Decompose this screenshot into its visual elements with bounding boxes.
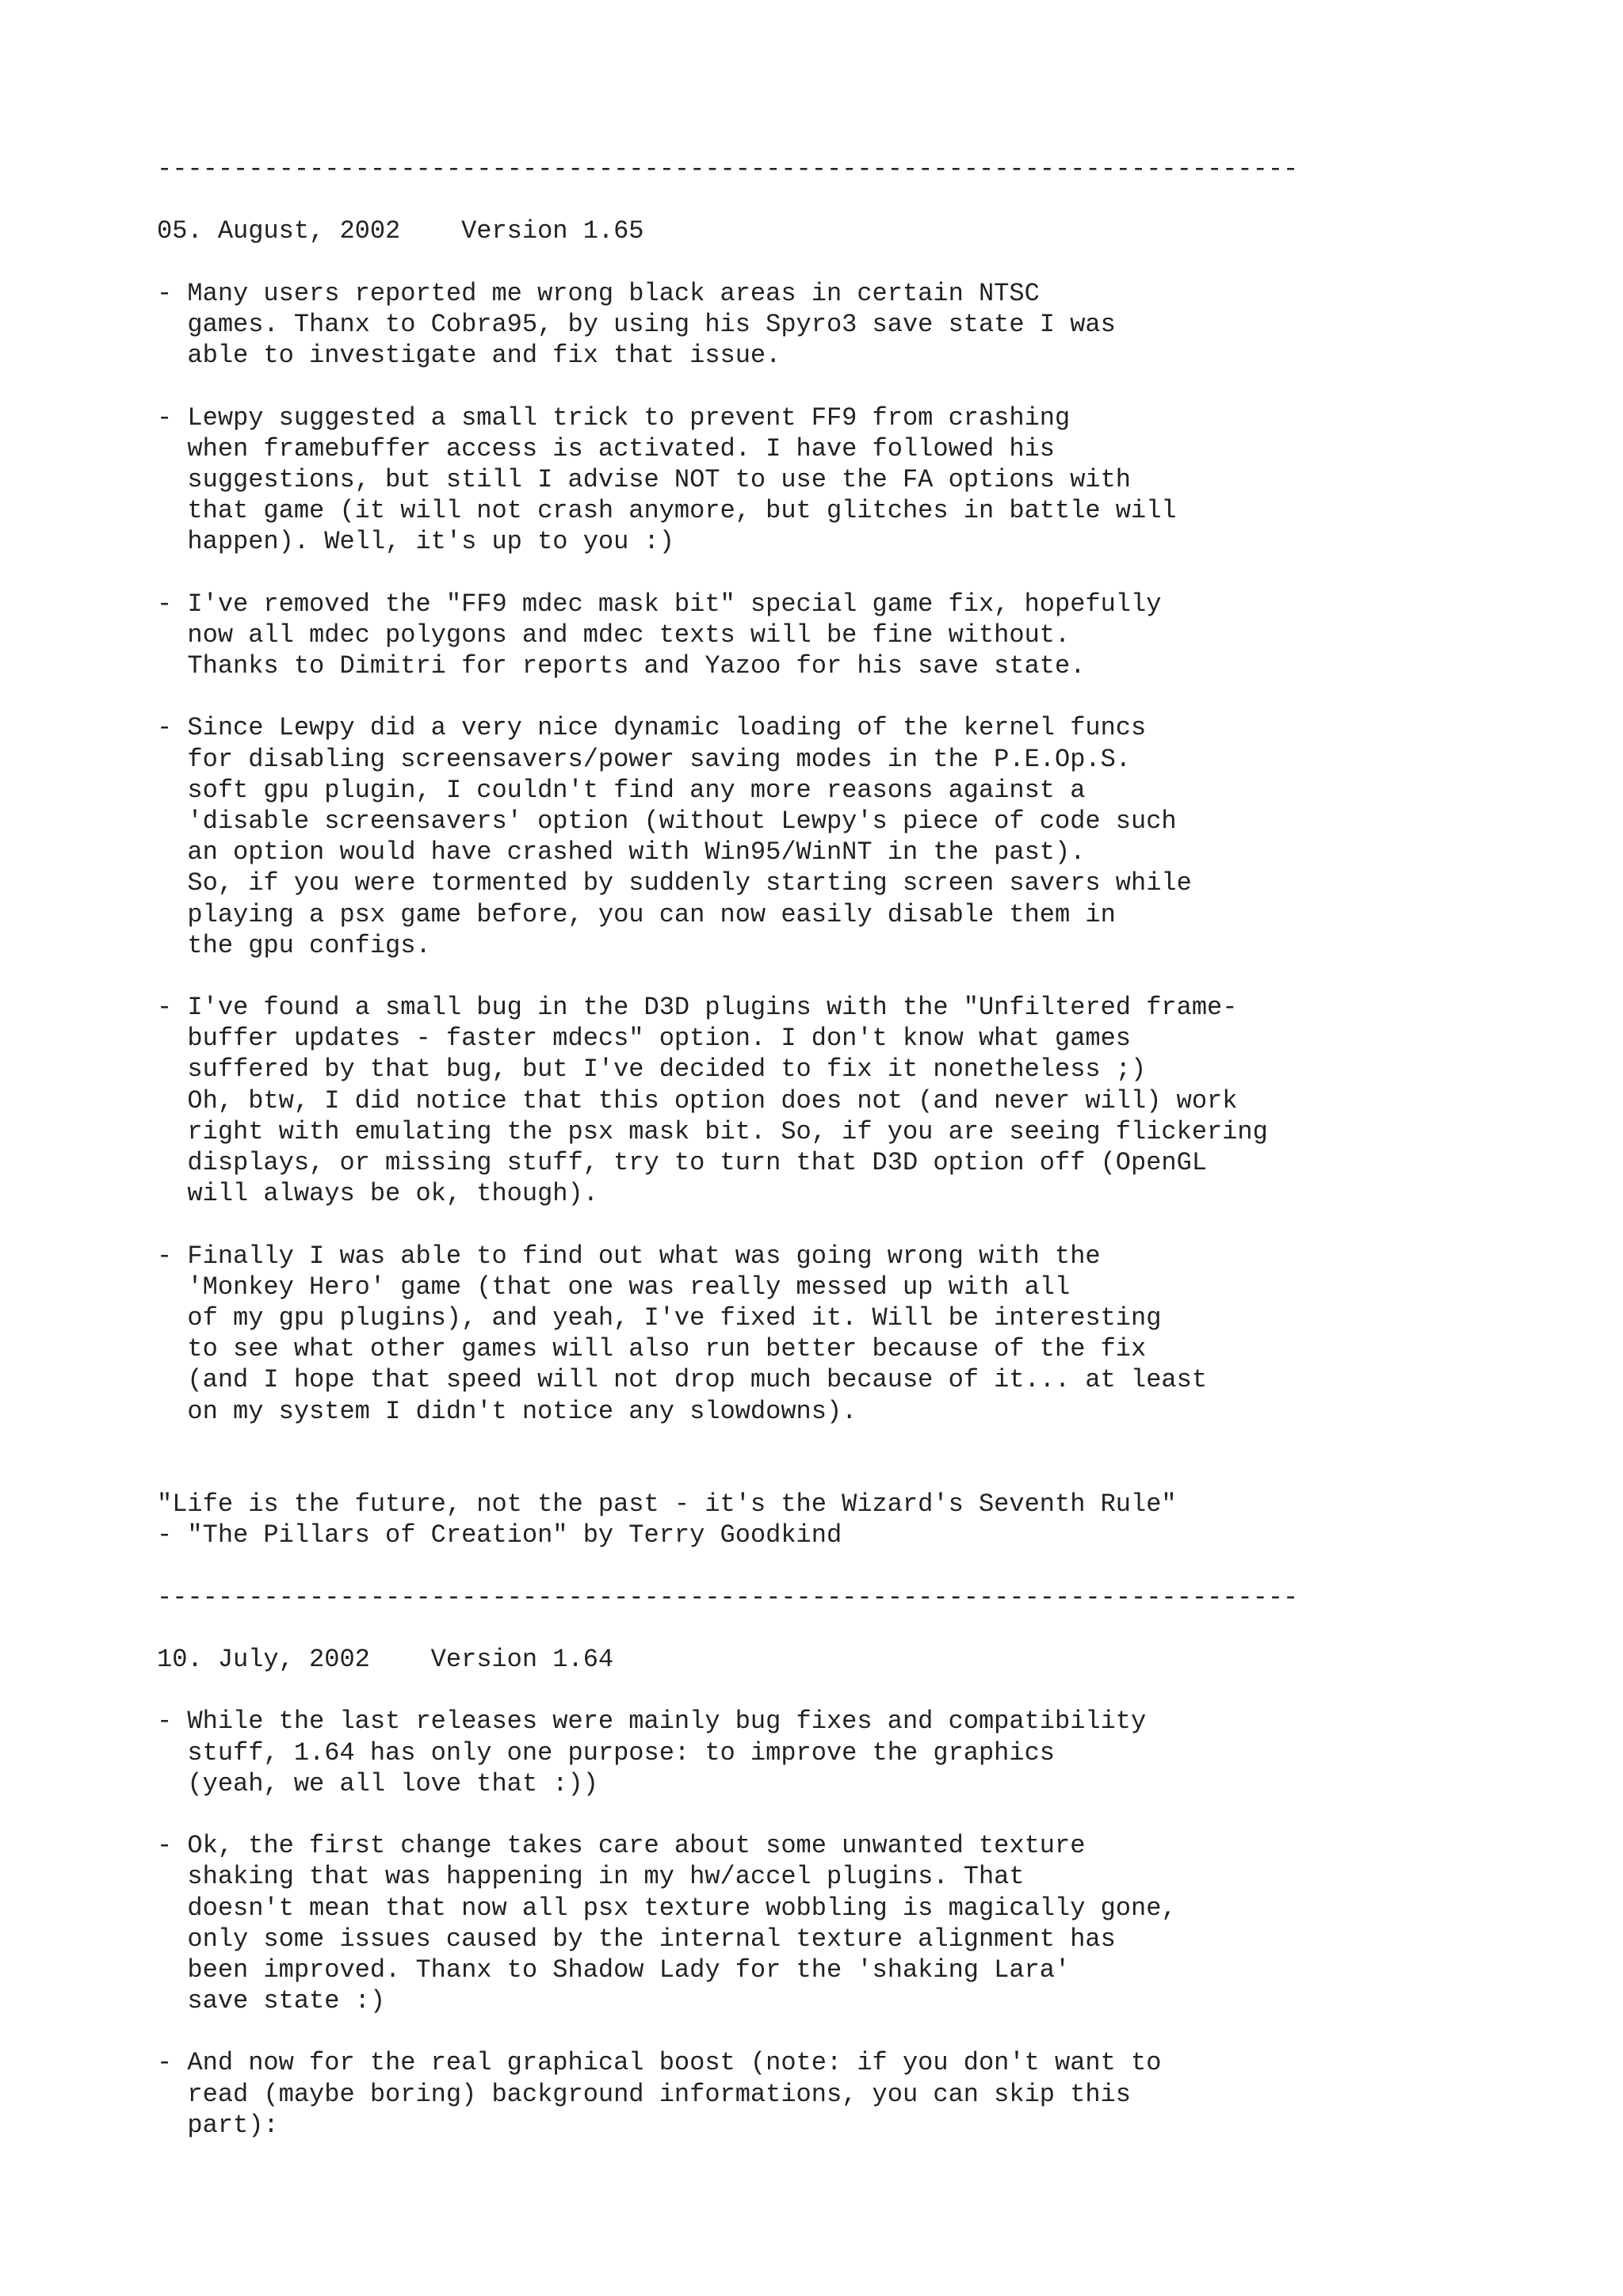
changelog-document [157,154,1298,2141]
text-line: displays, or missing stuff, try to turn that D3D option off (OpenGL [157,1148,1208,1177]
text-line: only some issues caused by the internal texture alignment has [157,1924,1116,1954]
blank-line [157,1675,1298,1706]
changelog-item-start: - Since Lewpy did a very nice dynamic loading of the kernel funcs [157,713,1147,743]
section-divider: --------------------------------------------------------------------------- [157,1582,1299,1612]
blank-line [157,2016,1298,2047]
text-line: an option would have crashed with Win95/WinNT in the past). [157,837,1086,868]
blank-line [157,1209,1298,1240]
text-line: games. Thanx to Cobra95, by using his Spyro3 save state I was [157,309,1116,339]
text-line: to see what other games will also run better because of the fix [157,1334,1147,1364]
changelog-item-start: - I've removed the "FF9 mdec mask bit" special game fix, hopefully [157,589,1162,619]
version-heading: 05. August, 2002 Version 1.65 [157,216,644,246]
text-line: for disabling screensavers/power saving modes in the P.E.Op.S. [157,744,1131,774]
blank-line [157,371,1298,402]
changelog-item-start: - Lewpy suggested a small trick to prevent FF9 from crashing [157,402,1071,433]
text-line: on my system I didn't notice any slowdowns). [157,1396,857,1426]
blank-line [157,1550,1298,1581]
text-line: buffer updates - faster mdecs" option. I don't know what games [157,1024,1131,1054]
changelog-item-start: - While the last releases were mainly bug fixes and compatibility [157,1707,1147,1737]
text-line: save state :) [157,1986,386,2016]
text-line: 'disable screensavers' option (without Lewpy's piece of code such [157,806,1177,836]
blank-line [157,1427,1298,1458]
text-line: So, if you were tormented by suddenly starting screen savers while [157,868,1192,898]
text-line: suffered by that bug, but I've decided to fix it nonetheless ;) [157,1055,1147,1085]
text-line: happen). Well, it's up to you :) [157,527,674,557]
quote-line: "Life is the future, not the past - it's the Wizard's Seventh Rule" [157,1489,1177,1520]
changelog-item-start: - I've found a small bug in the D3D plugins with the "Unfiltered frame- [157,993,1238,1023]
section-divider: --------------------------------------------------------------------------- [157,154,1299,184]
text-line: able to investigate and fix that issue. [157,341,781,371]
blank-line [157,961,1298,992]
text-line: 'Monkey Hero' game (that one was really messed up with all [157,1272,1071,1302]
blank-line [157,247,1298,278]
text-line: that game (it will not crash anymore, but glitches in battle will [157,496,1177,526]
text-line: (and I hope that speed will not drop much because of it... at least [157,1365,1208,1395]
text-line: will always be ok, though). [157,1179,598,1209]
changelog-item-start: - And now for the real graphical boost (note: if you don't want to [157,2048,1162,2078]
changelog-item-start: - Finally I was able to find out what was going wrong with the [157,1241,1101,1271]
text-line: now all mdec polygons and mdec texts will be fine without. [157,620,1071,650]
text-line: been improved. Thanx to Shadow Lady for the 'shaking Lara' [157,1955,1071,1985]
blank-line [157,1458,1298,1489]
text-line: read (maybe boring) background informations, you can skip this [157,2079,1131,2109]
text-line: soft gpu plugin, I couldn't find any more reasons against a [157,775,1086,805]
blank-line [157,681,1298,712]
changelog-item-start: - Ok, the first change takes care about some unwanted texture [157,1831,1086,1861]
text-line: Oh, btw, I did notice that this option does not (and never will) work [157,1085,1238,1116]
text-line: shaking that was happening in my hw/accel plugins. That [157,1862,1025,1892]
changelog-item-start: - Many users reported me wrong black areas in certain NTSC [157,278,1040,308]
blank-line [157,185,1298,215]
text-line: the gpu configs. [157,930,431,960]
text-line: stuff, 1.64 has only one purpose: to improve the graphics [157,1737,1055,1768]
version-heading: 10. July, 2002 Version 1.64 [157,1645,614,1674]
text-line: (yeah, we all love that :)) [157,1768,598,1798]
text-line: part): [157,2110,279,2140]
text-line: right with emulating the psx mask bit. So, if you are seeing flickering [157,1116,1268,1146]
blank-line [157,1799,1298,1830]
text-line: Thanks to Dimitri for reports and Yazoo for his save state. [157,651,1086,681]
changelog-item-start: - "The Pillars of Creation" by Terry Goodkind [157,1520,842,1550]
text-line: playing a psx game before, you can now easily disable them in [157,899,1116,929]
text-line: of my gpu plugins), and yeah, I've fixed it. Will be interesting [157,1302,1162,1333]
text-line: doesn't mean that now all psx texture wobbling is magically gone, [157,1893,1177,1923]
blank-line [157,557,1298,588]
text-line: when framebuffer access is activated. I have followed his [157,433,1055,463]
blank-line [157,1613,1298,1644]
text-line: suggestions, but still I advise NOT to use the FA options with [157,464,1131,494]
